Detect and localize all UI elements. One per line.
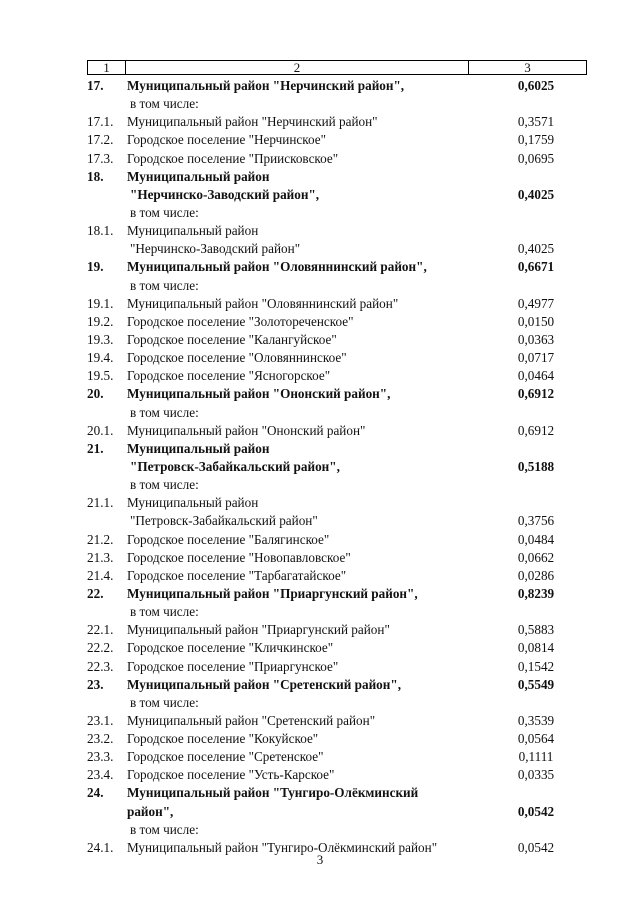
table-row: [87, 585, 587, 603]
row-name: Муниципальный район "Нерчинский район",: [127, 78, 405, 93]
row-name: Городское поселение "Кокуйское": [127, 731, 319, 747]
row-name: Муниципальный район "Приаргунский район": [127, 622, 390, 638]
row-number: 20.1.: [87, 422, 114, 438]
row-value: 0,1111: [518, 749, 554, 765]
table-row: [87, 240, 587, 258]
table-row: [87, 676, 587, 694]
row-value: 0,5883: [517, 622, 555, 638]
row-number: 22.2.: [87, 640, 114, 656]
row-value: 0,0335: [517, 767, 555, 783]
table-row: [87, 222, 587, 240]
row-value: 0,6025: [517, 78, 555, 93]
row-name: в том числе:: [130, 477, 199, 493]
row-number: 21.2.: [87, 531, 114, 547]
row-name: в том числе:: [130, 604, 199, 620]
table-row: [87, 313, 587, 331]
table-row: [87, 531, 587, 549]
table-row: [87, 567, 587, 585]
row-name: Муниципальный район "Приаргунский район",: [127, 585, 418, 601]
table-row: [87, 204, 587, 222]
row-value: 0,4025: [517, 241, 555, 257]
table-row: [87, 603, 587, 621]
page-number: 3: [316, 852, 324, 867]
row-number: 23.1.: [87, 712, 114, 728]
table-row: [87, 784, 587, 802]
row-value: 0,6912: [517, 386, 555, 402]
table-row: [87, 821, 587, 839]
row-name: "Петровск-Забайкальский район",: [130, 458, 340, 474]
row-name: район",: [127, 803, 174, 819]
table-row: [87, 385, 587, 403]
row-value: 0,3756: [517, 513, 555, 529]
row-number: 21.4.: [87, 567, 114, 583]
table-row: [87, 658, 587, 676]
row-name: в том числе:: [130, 277, 199, 293]
row-number: 18.: [87, 168, 104, 184]
row-name: Муниципальный район: [127, 223, 259, 239]
row-number: 24.: [87, 785, 104, 801]
row-value: 0,0564: [517, 731, 555, 747]
table-body: [87, 77, 587, 857]
row-number: 19.1.: [87, 295, 114, 311]
row-number: 23.2.: [87, 731, 114, 747]
row-number: 21.1.: [87, 495, 114, 511]
row-number: 21.3.: [87, 549, 114, 565]
row-name: в том числе:: [130, 96, 199, 112]
row-name: Городское поселение "Нерчинское": [127, 132, 326, 148]
table-row: [87, 639, 587, 657]
table-row: [87, 349, 587, 367]
row-value: 0,5188: [517, 458, 555, 474]
row-number: 20.: [87, 386, 104, 402]
header-col-2: 2: [126, 61, 469, 74]
table-row: [87, 331, 587, 349]
row-number: 19.4.: [87, 350, 114, 366]
row-value: 0,5549: [517, 676, 555, 692]
row-value: 0,0286: [517, 567, 555, 583]
row-name: Городское поселение "Усть-Карское": [127, 767, 335, 783]
row-name: "Петровск-Забайкальский район": [130, 513, 318, 529]
row-value: 0,0484: [517, 531, 555, 547]
table-row: [87, 131, 587, 149]
row-name: в том числе:: [130, 404, 199, 420]
row-name: Муниципальный район "Тунгиро-Олёкминский район": [127, 839, 438, 855]
row-value: 0,0717: [517, 350, 555, 366]
row-name: Городское поселение "Балягинское": [127, 531, 330, 547]
row-value: 0,8239: [517, 585, 555, 601]
row-number: 24.1.: [87, 839, 114, 855]
table-row: [87, 476, 587, 494]
row-number: 22.1.: [87, 622, 114, 638]
row-value: 0,0363: [517, 331, 555, 347]
row-number: 17.2.: [87, 132, 114, 148]
row-name: Городское поселение "Ясногорское": [127, 368, 331, 384]
row-number: 22.: [87, 585, 104, 601]
row-number: 17.: [87, 78, 104, 93]
row-number: 23.: [87, 676, 104, 692]
row-name: Городское поселение "Золотореченское": [127, 313, 354, 329]
row-number: 17.3.: [87, 150, 114, 166]
row-name: Городское поселение "Новопавловское": [127, 549, 351, 565]
row-name: Муниципальный район "Оловяннинский район": [127, 295, 399, 311]
table-row: [87, 803, 587, 821]
table-row: [87, 512, 587, 530]
row-value: 0,0542: [517, 839, 555, 855]
row-number: 19.5.: [87, 368, 114, 384]
row-name: Городское поселение "Кличкинское": [127, 640, 334, 656]
table-row: [87, 404, 587, 422]
row-name: Городское поселение "Оловяннинское": [127, 350, 347, 366]
row-name: Городское поселение "Тарбагатайское": [127, 567, 347, 583]
row-name: Городское поселение "Приаргунское": [127, 658, 339, 674]
table-row: [87, 277, 587, 295]
row-number: 19.2.: [87, 313, 114, 329]
row-name: Городское поселение "Приисковское": [127, 150, 339, 166]
row-number: 17.1.: [87, 114, 114, 130]
header-col-3: 3: [524, 60, 531, 75]
table-row: [87, 766, 587, 784]
row-value: 0,3571: [517, 114, 555, 130]
table-row: [87, 168, 587, 186]
row-name: Муниципальный район "Нерчинский район": [127, 114, 378, 130]
table-row: [87, 113, 587, 131]
row-value: 0,0662: [517, 549, 555, 565]
row-number: 19.: [87, 259, 104, 275]
row-name: в том числе:: [130, 694, 199, 710]
table-row: [87, 458, 587, 476]
row-value: 0,3539: [517, 712, 555, 728]
table-row: [87, 549, 587, 567]
table-row: [87, 748, 587, 766]
table-row: [87, 77, 587, 95]
row-value: 0,4977: [517, 295, 555, 311]
row-value: 0,4025: [517, 186, 555, 202]
header-col-1: 1: [88, 61, 126, 74]
table-row: [87, 730, 587, 748]
row-number: 22.3.: [87, 658, 114, 674]
table-row: [87, 95, 587, 113]
row-name: Муниципальный район: [127, 440, 270, 456]
row-number: 19.3.: [87, 331, 114, 347]
row-name: Городское поселение "Калангуйское": [127, 331, 337, 347]
row-name: "Нерчинско-Заводский район",: [130, 186, 320, 202]
table-row: [87, 440, 587, 458]
row-name: Муниципальный район "Ононский район": [127, 422, 366, 438]
row-name: Муниципальный район "Сретенский район",: [127, 676, 401, 692]
row-number: 23.3.: [87, 749, 114, 765]
table-row: [87, 422, 587, 440]
row-name: Муниципальный район: [127, 168, 270, 184]
row-value: 0,6671: [517, 259, 555, 275]
row-name: Муниципальный район "Оловяннинский район",: [127, 259, 427, 275]
row-name: в том числе:: [130, 204, 199, 220]
row-number: 23.4.: [87, 767, 114, 783]
table-row: [87, 295, 587, 313]
table-row: [87, 694, 587, 712]
row-number: 21.: [87, 440, 104, 456]
row-value: 0,0150: [517, 313, 555, 329]
row-name: Муниципальный район "Сретенский район": [127, 712, 376, 728]
table-row: [87, 621, 587, 639]
row-value: 0,0542: [517, 803, 555, 819]
row-value: 0,0695: [517, 150, 555, 166]
table-row: [87, 367, 587, 385]
row-name: Муниципальный район: [127, 495, 259, 511]
row-value: 0,1759: [517, 132, 555, 148]
table-row: [87, 186, 587, 204]
row-name: "Нерчинско-Заводский район": [130, 241, 301, 257]
row-value: 0,0814: [517, 640, 555, 656]
row-value: 0,6912: [517, 422, 555, 438]
table-header: [87, 60, 587, 75]
row-name: Муниципальный район "Тунгиро-Олёкминский: [127, 785, 419, 801]
row-name: Муниципальный район "Ононский район",: [127, 386, 391, 402]
row-name: Городское поселение "Сретенское": [127, 749, 324, 765]
table-row: [87, 712, 587, 730]
table-row: [87, 150, 587, 168]
row-value: 0,0464: [517, 368, 555, 384]
row-value: 0,1542: [517, 658, 555, 674]
table-row: [87, 258, 587, 276]
table-row: [87, 494, 587, 512]
row-name: в том числе:: [130, 821, 199, 837]
row-number: 18.1.: [87, 223, 114, 239]
